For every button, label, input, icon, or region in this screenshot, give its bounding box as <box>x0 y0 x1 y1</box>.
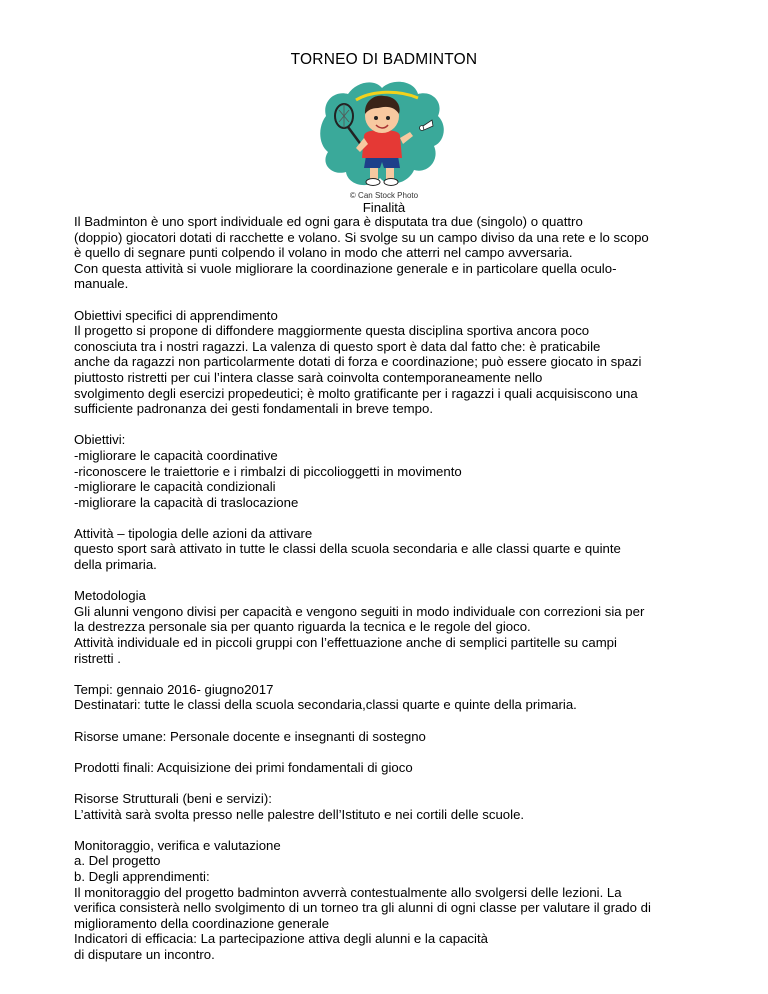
paragraph <box>74 526 704 573</box>
text-line: della primaria. <box>74 557 157 573</box>
text-line: Obiettivi specifici di apprendimento <box>74 307 278 323</box>
paragraph <box>74 432 704 510</box>
paragraph <box>74 760 704 776</box>
paragraph <box>74 838 704 963</box>
text-line: Monitoraggio, verifica e valutazione <box>74 837 281 853</box>
text-line: manuale. <box>74 276 129 292</box>
text-line: è quello di segnare punti colpendo il volano in modo che atterri nel campo avversaria. <box>74 245 573 261</box>
text-line: verifica consisterà nello svolgimento di un torneo tra gli alunni di ogni classe per valutare il grado di <box>74 900 651 916</box>
text-line: b. Degli apprendimenti: <box>74 868 210 884</box>
text-line: conosciuta tra i nostri ragazzi. La valenza di questo sport è data dal fatto che: è praticabile <box>74 338 601 354</box>
text-line: Tempi: gennaio 2016- giugno2017 <box>74 681 274 697</box>
paragraph <box>74 588 704 666</box>
text-line: Il progetto si propone di diffondere maggiormente questa disciplina sportiva ancora poco <box>74 323 590 339</box>
text-line: -migliorare le capacità condizionali <box>74 479 276 495</box>
text-line: Prodotti finali: Acquisizione dei primi fondamentali di gioco <box>74 759 413 775</box>
text-line: Con questa attività si vuole migliorare la coordinazione generale e in particolare quella oculo- <box>74 260 617 276</box>
text-line: Attività individuale ed in piccoli gruppi con l’effettuazione anche di semplici partitelle su campi <box>74 635 617 651</box>
badminton-player-clipart-icon <box>318 76 448 194</box>
paragraph <box>74 791 704 822</box>
text-line: ristretti . <box>74 650 121 666</box>
text-line: di disputare un incontro. <box>74 946 215 962</box>
image-credit: © Can Stock Photo <box>349 191 419 200</box>
paragraph <box>74 308 704 417</box>
text-line: Attività – tipologia delle azioni da attivare <box>74 525 313 541</box>
document-title: TORNEO DI BADMINTON <box>290 51 478 68</box>
text-line: Metodologia <box>74 588 146 604</box>
section-heading-finalita: Finalità <box>362 200 406 215</box>
text-line: Risorse umane: Personale docente e insegnanti di sostegno <box>74 728 426 744</box>
text-line: la destrezza personale sia per quanto riguarda la tecnica e le regole del gioco. <box>74 619 531 635</box>
text-line: sufficiente padronanza dei gesti fondamentali in breve tempo. <box>74 401 433 417</box>
text-line: Il Badminton è uno sport individuale ed ogni gara è disputata tra due (singolo) o quattro <box>74 214 583 229</box>
text-line: Il monitoraggio del progetto badminton avverrà contestualmente allo svolgersi delle lezioni. La <box>74 884 622 900</box>
document-body <box>74 214 704 978</box>
text-line: -riconoscere le traiettorie e i rimbalzi di piccolioggetti in movimento <box>74 463 462 479</box>
text-line: Gli alunni vengono divisi per capacità e vengono seguiti in modo individuale con correzioni sia per <box>74 603 645 619</box>
paragraph <box>74 214 704 292</box>
paragraph <box>74 729 704 745</box>
paragraph <box>74 682 704 713</box>
text-line: Indicatori di efficacia: La partecipazione attiva degli alunni e la capacità <box>74 931 488 947</box>
text-line: svolgimento degli esercizi propedeutici; è molto gratificante per i ragazzi i quali acquisiscono una <box>74 385 638 401</box>
text-line: L’attività sarà svolta presso nelle palestre dell’Istituto e nei cortili delle scuole. <box>74 806 525 822</box>
text-line: miglioramento della coordinazione generale <box>74 915 330 931</box>
text-line: anche da ragazzi non particolarmente dotati di forza e coordinazione; può essere giocato in spazi <box>74 354 642 370</box>
text-line: -migliorare le capacità coordinative <box>74 447 278 463</box>
text-line: Obiettivi: <box>74 432 126 448</box>
text-line: a. Del progetto <box>74 853 161 869</box>
text-line: Destinatari: tutte le classi della scuola secondaria,classi quarte e quinte della primaria. <box>74 697 577 713</box>
text-line: (doppio) giocatori dotati di racchette e volano. Si svolge su un campo diviso da una rete e lo scopo <box>74 229 649 245</box>
text-line: questo sport sarà attivato in tutte le classi della scuola secondaria e alle classi quarte e quinte <box>74 541 621 557</box>
text-line: Risorse Strutturali (beni e servizi): <box>74 790 272 806</box>
text-line: piuttosto ristretti per cui l’intera classe sarà coinvolta contemporaneamente nello <box>74 369 543 385</box>
text-line: -migliorare la capacità di traslocazione <box>74 494 299 510</box>
